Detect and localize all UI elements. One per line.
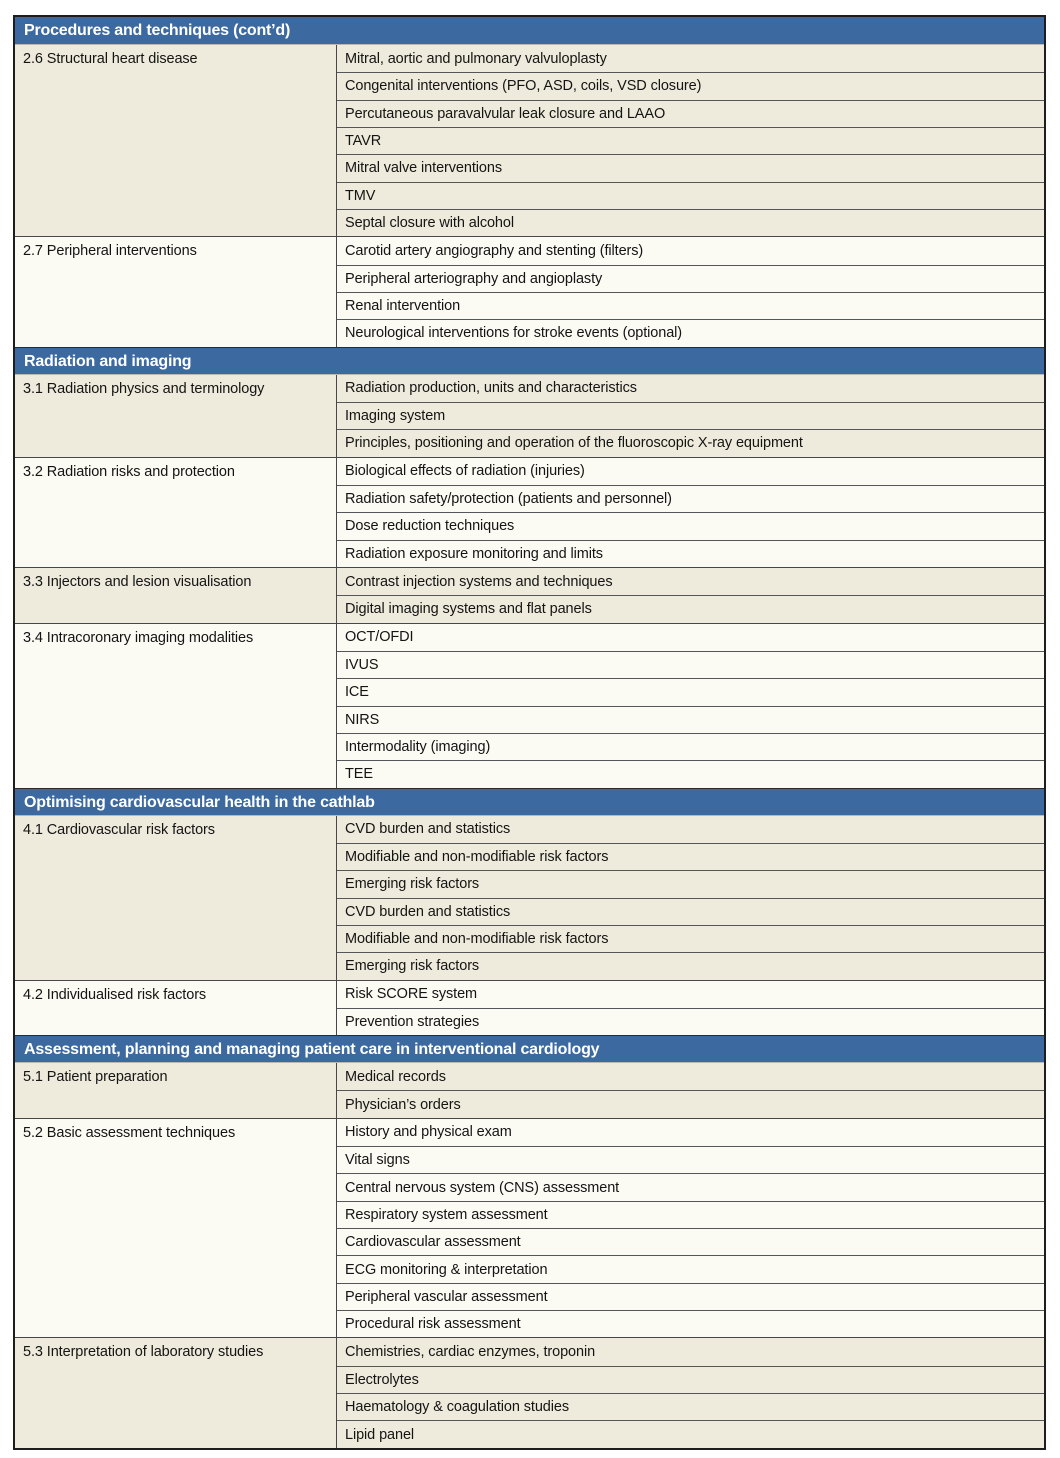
topic-group — [15, 567, 1044, 623]
topic-cell: Electrolytes — [337, 1366, 1044, 1393]
group-label-cell: 3.3 Injectors and lesion visualisation — [15, 568, 337, 623]
topic-cell: Emerging risk factors — [337, 870, 1044, 897]
topic-cell: TAVR — [337, 127, 1044, 154]
topic-cell: ICE — [337, 678, 1044, 705]
topic-cell: Peripheral arteriography and angioplasty — [337, 265, 1044, 292]
topic-group — [15, 236, 1044, 346]
topic-group — [15, 45, 1044, 236]
table-section — [15, 347, 1044, 788]
topic-list — [337, 981, 1044, 1036]
topic-cell: Cardiovascular assessment — [337, 1228, 1044, 1255]
topic-list — [337, 1119, 1044, 1338]
topic-cell: Neurological interventions for stroke events (optional) — [337, 319, 1044, 346]
topic-group — [15, 623, 1044, 788]
topic-cell: Respiratory system assessment — [337, 1201, 1044, 1228]
topic-cell: Peripheral vascular assessment — [337, 1283, 1044, 1310]
topic-list — [337, 45, 1044, 236]
topic-group — [15, 1118, 1044, 1338]
topic-cell: Medical records — [345, 1068, 446, 1085]
topic-cell: IVUS — [337, 651, 1044, 678]
topic-cell: Vital signs — [337, 1146, 1044, 1173]
topic-cell: Lipid panel — [337, 1420, 1044, 1447]
topic-list — [337, 816, 1044, 980]
group-label-cell: 5.3 Interpretation of laboratory studies — [15, 1338, 337, 1447]
topic-cell: TMV — [337, 182, 1044, 209]
topic-cell: Radiation exposure monitoring and limits — [337, 540, 1044, 567]
topic-group — [15, 1063, 1044, 1118]
topic-cell: Haematology & coagulation studies — [337, 1393, 1044, 1420]
topic-cell: Imaging system — [337, 402, 1044, 429]
topic-cell: Septal closure with alcohol — [337, 209, 1044, 236]
topic-cell: Mitral valve interventions — [337, 154, 1044, 181]
table-section — [15, 788, 1044, 1036]
topic-list — [337, 237, 1044, 346]
group-label-cell: 5.1 Patient preparation — [15, 1063, 337, 1118]
group-label-cell: 3.4 Intracoronary imaging modalities — [15, 624, 337, 788]
topic-cell: Risk SCORE system — [345, 986, 478, 1003]
topic-list — [337, 1063, 1044, 1118]
topic-cell: Physician’s orders — [337, 1090, 1044, 1117]
group-label-cell: 3.2 Radiation risks and protection — [15, 458, 337, 567]
topic-list — [337, 568, 1044, 623]
curriculum-table — [13, 15, 1046, 1450]
table-section — [15, 1035, 1044, 1448]
topic-cell: Procedural risk assessment — [337, 1310, 1044, 1337]
topic-cell: Modifiable and non-modifiable risk factors — [337, 843, 1044, 870]
topic-cell: Chemistries, cardiac enzymes, troponin — [345, 1344, 596, 1361]
topic-cell: History and physical exam — [345, 1124, 512, 1141]
topic-cell: Contrast injection systems and techniques — [345, 573, 613, 590]
topic-cell: Congenital interventions (PFO, ASD, coils, VSD closure) — [337, 72, 1044, 99]
topic-cell: Biological effects of radiation (injuries) — [345, 463, 585, 480]
section-header: Procedures and techniques (cont’d) — [15, 17, 1044, 45]
topic-cell: Dose reduction techniques — [337, 512, 1044, 539]
section-header: Optimising cardiovascular health in the cathlab — [15, 788, 1044, 816]
topic-group — [15, 457, 1044, 567]
topic-group — [15, 1337, 1044, 1447]
topic-group — [15, 816, 1044, 980]
topic-cell: Modifiable and non-modifiable risk factors — [337, 925, 1044, 952]
table-section — [15, 17, 1044, 347]
group-label-cell: 2.7 Peripheral interventions — [15, 237, 337, 346]
topic-cell: ECG monitoring & interpretation — [337, 1255, 1044, 1282]
topic-cell: Prevention strategies — [337, 1008, 1044, 1035]
topic-list — [337, 1338, 1044, 1447]
group-label-cell: 5.2 Basic assessment techniques — [15, 1119, 337, 1338]
topic-cell: Intermodality (imaging) — [337, 733, 1044, 760]
topic-cell: CVD burden and statistics — [345, 821, 511, 838]
topic-cell: Emerging risk factors — [337, 952, 1044, 979]
topic-cell: TEE — [337, 760, 1044, 787]
topic-list — [337, 375, 1044, 457]
topic-list — [337, 624, 1044, 788]
group-label-cell: 3.1 Radiation physics and terminology — [15, 375, 337, 457]
topic-cell: Carotid artery angiography and stenting (filters) — [345, 242, 644, 259]
topic-list — [337, 458, 1044, 567]
section-header: Radiation and imaging — [15, 347, 1044, 375]
section-header: Assessment, planning and managing patient care in interventional cardiology — [15, 1035, 1044, 1063]
topic-cell: OCT/OFDI — [345, 629, 414, 646]
topic-cell: Digital imaging systems and flat panels — [337, 595, 1044, 622]
topic-cell: CVD burden and statistics — [337, 898, 1044, 925]
group-label-cell: 4.1 Cardiovascular risk factors — [15, 816, 337, 980]
topic-cell: Mitral, aortic and pulmonary valvuloplasty — [345, 50, 607, 67]
topic-group — [15, 980, 1044, 1036]
topic-cell: Renal intervention — [337, 292, 1044, 319]
topic-cell: Radiation production, units and characteristics — [345, 380, 637, 397]
topic-group — [15, 375, 1044, 457]
topic-cell: NIRS — [337, 706, 1044, 733]
group-label-cell: 2.6 Structural heart disease — [15, 45, 337, 236]
topic-cell: Principles, positioning and operation of the fluoroscopic X-ray equipment — [337, 429, 1044, 456]
topic-cell: Radiation safety/protection (patients and personnel) — [337, 485, 1044, 512]
group-label-cell: 4.2 Individualised risk factors — [15, 981, 337, 1036]
topic-cell: Percutaneous paravalvular leak closure and LAAO — [337, 100, 1044, 127]
topic-cell: Central nervous system (CNS) assessment — [337, 1173, 1044, 1200]
